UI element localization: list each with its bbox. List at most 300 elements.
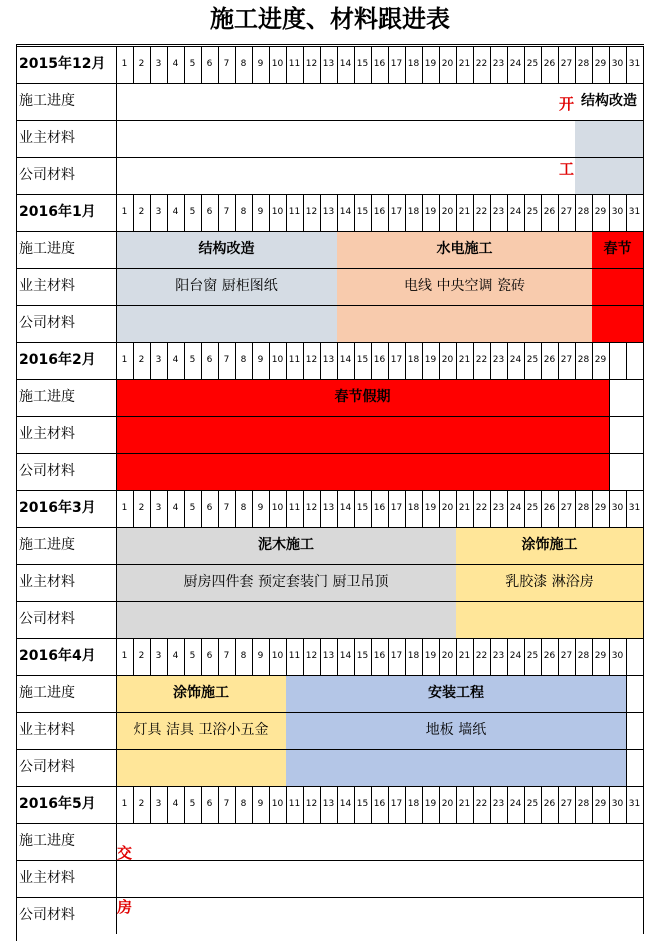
grid-line-v (643, 786, 644, 934)
month-label: 2015年12月 (19, 56, 106, 72)
grid-line-v (473, 638, 474, 675)
grid-line-v (575, 490, 576, 527)
grid-line-v (303, 638, 304, 675)
day-number: 7 (223, 799, 230, 809)
page-title: 施工进度、材料跟进表 (16, 0, 644, 45)
day-number: 27 (560, 503, 573, 513)
day-number: 27 (560, 355, 573, 365)
day-number: 18 (407, 799, 420, 809)
day-number: 19 (424, 799, 437, 809)
grid-line-h (16, 46, 644, 47)
grid-line-v (609, 46, 610, 83)
grid-line-v (422, 490, 423, 527)
bar-title: 结构改造 (198, 241, 255, 257)
grid-line-v (354, 638, 355, 675)
day-number: 12 (305, 799, 318, 809)
grid-line-v (558, 194, 559, 231)
month-label: 2016年3月 (19, 500, 96, 516)
day-number: 16 (373, 59, 386, 69)
day-number: 3 (155, 651, 162, 661)
grid-line-v (439, 194, 440, 231)
day-number: 28 (577, 59, 590, 69)
grid-line-v (490, 638, 491, 675)
day-number: 1 (121, 207, 128, 217)
grid-line-v (490, 490, 491, 527)
day-number: 28 (577, 355, 590, 365)
grid-line-v (592, 46, 593, 83)
grid-line-h (16, 120, 644, 121)
day-number: 8 (240, 503, 247, 513)
grid-line-v (609, 342, 610, 379)
day-number: 11 (288, 355, 301, 365)
schedule-bar (286, 749, 626, 786)
day-number: 1 (121, 355, 128, 365)
grid-line-v (252, 490, 253, 527)
row-label: 业主材料 (19, 574, 75, 590)
row-label: 施工进度 (19, 241, 75, 257)
grid-line-v (473, 490, 474, 527)
grid-line-v (456, 786, 457, 823)
grid-line-v (422, 194, 423, 231)
grid-line-v (235, 342, 236, 379)
day-number: 25 (526, 503, 539, 513)
day-number: 20 (441, 651, 454, 661)
day-number: 7 (223, 355, 230, 365)
day-number: 24 (509, 503, 522, 513)
grid-line-v (473, 786, 474, 823)
day-number: 21 (458, 503, 471, 513)
grid-line-v (133, 46, 134, 83)
day-number: 15 (356, 207, 369, 217)
day-number: 18 (407, 355, 420, 365)
grid-line-v (150, 46, 151, 83)
day-number: 23 (492, 355, 505, 365)
day-number: 18 (407, 59, 420, 69)
grid-line-v (286, 786, 287, 823)
day-number: 2 (138, 799, 145, 809)
grid-line-v (320, 638, 321, 675)
day-number: 3 (155, 355, 162, 365)
grid-line-v (422, 46, 423, 83)
day-number: 8 (240, 355, 247, 365)
day-number: 15 (356, 503, 369, 513)
day-number: 13 (322, 207, 335, 217)
day-number: 12 (305, 503, 318, 513)
grid-line-v (558, 786, 559, 823)
grid-line-h (16, 453, 644, 454)
day-number: 1 (121, 503, 128, 513)
day-number: 14 (339, 503, 352, 513)
grid-line-v (354, 194, 355, 231)
day-number: 25 (526, 651, 539, 661)
grid-line-v (133, 638, 134, 675)
day-number: 29 (594, 207, 607, 217)
day-number: 19 (424, 503, 437, 513)
grid-line-v (303, 46, 304, 83)
grid-line-v (371, 46, 372, 83)
grid-line-v (490, 194, 491, 231)
day-number: 20 (441, 503, 454, 513)
day-number: 29 (594, 59, 607, 69)
day-number: 3 (155, 207, 162, 217)
day-number: 29 (594, 355, 607, 365)
grid-line-v (218, 46, 219, 83)
grid-line-v (133, 786, 134, 823)
grid-line-v (252, 786, 253, 823)
day-number: 14 (339, 207, 352, 217)
row-label: 公司材料 (19, 167, 75, 183)
grid-line-v (626, 342, 627, 379)
bar-title: 结构改造 (581, 93, 637, 109)
grid-line-v (592, 194, 593, 231)
row-label: 业主材料 (19, 426, 75, 442)
day-number: 31 (628, 503, 641, 513)
grid-line-h (16, 342, 644, 343)
grid-line-v (558, 490, 559, 527)
day-number: 30 (611, 59, 624, 69)
day-number: 19 (424, 59, 437, 69)
day-number: 27 (560, 207, 573, 217)
grid-line-v (456, 194, 457, 231)
day-number: 26 (543, 503, 556, 513)
day-number: 27 (560, 651, 573, 661)
grid-line-v (592, 638, 593, 675)
grid-line-v (150, 194, 151, 231)
grid-line-v (371, 786, 372, 823)
day-number: 3 (155, 799, 162, 809)
grid-line-h (16, 490, 644, 491)
grid-line-v (150, 342, 151, 379)
grid-line-v (201, 490, 202, 527)
schedule-bar (575, 157, 643, 194)
day-number: 6 (206, 207, 213, 217)
grid-line-v (371, 638, 372, 675)
grid-line-v (643, 342, 644, 490)
grid-line-v (592, 490, 593, 527)
grid-line-v (201, 194, 202, 231)
grid-line-v (252, 638, 253, 675)
grid-line-v (337, 490, 338, 527)
day-number: 22 (475, 799, 488, 809)
day-number: 28 (577, 503, 590, 513)
grid-line-v (456, 638, 457, 675)
day-number: 19 (424, 651, 437, 661)
grid-line-v (575, 786, 576, 823)
day-number: 9 (257, 207, 264, 217)
grid-line-v (320, 342, 321, 379)
day-number: 1 (121, 799, 128, 809)
day-number: 24 (509, 207, 522, 217)
grid-line-v (218, 638, 219, 675)
day-number: 8 (240, 799, 247, 809)
day-number: 17 (390, 503, 403, 513)
day-number: 2 (138, 355, 145, 365)
day-number: 24 (509, 651, 522, 661)
day-number: 24 (509, 59, 522, 69)
grid-line-v (541, 46, 542, 83)
day-number: 28 (577, 799, 590, 809)
day-number: 13 (322, 503, 335, 513)
day-number: 26 (543, 355, 556, 365)
day-number: 4 (172, 355, 179, 365)
grid-line-v (252, 342, 253, 379)
grid-line-v (405, 194, 406, 231)
day-number: 9 (257, 651, 264, 661)
day-number: 22 (475, 503, 488, 513)
day-number: 15 (356, 651, 369, 661)
row-label: 业主材料 (19, 722, 75, 738)
day-number: 11 (288, 799, 301, 809)
grid-line-v (626, 490, 627, 527)
grid-line-v (167, 638, 168, 675)
day-number: 8 (240, 651, 247, 661)
day-number: 10 (271, 503, 284, 513)
grid-line-v (439, 786, 440, 823)
day-number: 5 (189, 651, 196, 661)
grid-line-v (150, 638, 151, 675)
day-number: 20 (441, 799, 454, 809)
day-number: 10 (271, 207, 284, 217)
day-number: 7 (223, 207, 230, 217)
day-number: 31 (628, 207, 641, 217)
bar-text: 厨房四件套 预定套装门 厨卫吊顶 (183, 574, 389, 590)
grid-line-v (286, 638, 287, 675)
day-number: 29 (594, 651, 607, 661)
day-number: 10 (271, 59, 284, 69)
row-label: 业主材料 (19, 870, 75, 886)
grid-line-h (16, 749, 644, 750)
grid-line-v (371, 342, 372, 379)
grid-line-v (133, 342, 134, 379)
grid-line-v (524, 490, 525, 527)
day-number: 16 (373, 503, 386, 513)
day-number: 9 (257, 355, 264, 365)
grid-line-v (524, 194, 525, 231)
day-number: 13 (322, 355, 335, 365)
day-number: 15 (356, 59, 369, 69)
day-number: 20 (441, 207, 454, 217)
grid-line-v (507, 638, 508, 675)
grid-line-v (456, 490, 457, 527)
grid-line-v (609, 490, 610, 527)
grid-line-v (456, 46, 457, 83)
day-number: 16 (373, 651, 386, 661)
day-number: 22 (475, 355, 488, 365)
bar-title: 安装工程 (428, 685, 484, 701)
day-number: 15 (356, 799, 369, 809)
grid-line-v (626, 675, 627, 786)
grid-line-v (235, 194, 236, 231)
grid-line-h (16, 638, 644, 639)
grid-line-v (116, 786, 117, 823)
grid-line-v (184, 786, 185, 823)
grid-line-v (643, 638, 644, 786)
day-number: 4 (172, 503, 179, 513)
grid-line-v (575, 46, 576, 83)
day-number: 15 (356, 355, 369, 365)
day-number: 29 (594, 503, 607, 513)
grid-line-v (609, 786, 610, 823)
red-marker-char: 房 (117, 897, 133, 916)
grid-line-v (303, 194, 304, 231)
grid-line-v (167, 342, 168, 379)
grid-line-v (286, 46, 287, 83)
grid-line-h (16, 305, 644, 306)
grid-line-v (507, 490, 508, 527)
day-number: 26 (543, 59, 556, 69)
day-number: 24 (509, 355, 522, 365)
day-number: 23 (492, 207, 505, 217)
grid-line-v (388, 638, 389, 675)
month-label: 2016年1月 (19, 204, 96, 220)
day-number: 13 (322, 799, 335, 809)
grid-line-v (167, 490, 168, 527)
grid-line-v (235, 786, 236, 823)
grid-line-v (388, 194, 389, 231)
grid-line-v (439, 342, 440, 379)
day-number: 5 (189, 503, 196, 513)
grid-line-v (371, 490, 372, 527)
grid-line-v (337, 638, 338, 675)
row-label: 施工进度 (19, 685, 75, 701)
day-number: 14 (339, 651, 352, 661)
grid-line-v (269, 638, 270, 675)
grid-line-v (116, 194, 117, 231)
day-number: 4 (172, 799, 179, 809)
schedule-bar (575, 120, 643, 157)
schedule-bar (116, 305, 337, 342)
grid-line-v (201, 342, 202, 379)
grid-line-v (235, 46, 236, 83)
day-number: 2 (138, 207, 145, 217)
grid-line-v (592, 786, 593, 823)
grid-line-v (524, 638, 525, 675)
day-number: 29 (594, 799, 607, 809)
grid-line-v (507, 46, 508, 83)
day-number: 21 (458, 355, 471, 365)
row-label: 施工进度 (19, 833, 75, 849)
bar-title: 春节 (603, 241, 632, 257)
grid-line-v (116, 490, 117, 527)
grid-line-v (167, 46, 168, 83)
grid-line-v (252, 194, 253, 231)
grid-line-v (626, 194, 627, 231)
day-number: 23 (492, 799, 505, 809)
grid-line-v (422, 342, 423, 379)
day-number: 16 (373, 355, 386, 365)
month-label: 2016年4月 (19, 648, 96, 664)
schedule-bar (116, 416, 609, 453)
grid-line-v (201, 786, 202, 823)
bar-text: 电线 中央空调 瓷砖 (404, 278, 525, 294)
day-number: 25 (526, 355, 539, 365)
day-number: 9 (257, 503, 264, 513)
schedule-bar (592, 305, 643, 342)
grid-line-v (320, 194, 321, 231)
grid-line-v (490, 786, 491, 823)
grid-line-v (354, 342, 355, 379)
grid-line-v (354, 786, 355, 823)
grid-line-v (609, 379, 610, 490)
grid-line-v (626, 46, 627, 83)
day-number: 20 (441, 59, 454, 69)
day-number: 22 (475, 651, 488, 661)
grid-line-v (388, 786, 389, 823)
grid-line-v (218, 490, 219, 527)
day-number: 21 (458, 651, 471, 661)
grid-line-v (354, 46, 355, 83)
grid-line-v (439, 490, 440, 527)
grid-line-v (575, 638, 576, 675)
schedule-bar (116, 601, 456, 638)
day-number: 5 (189, 799, 196, 809)
bar-text: 地板 墙纸 (425, 722, 487, 738)
grid-line-v (541, 342, 542, 379)
day-number: 10 (271, 799, 284, 809)
day-number: 11 (288, 651, 301, 661)
row-label: 施工进度 (19, 537, 75, 553)
grid-line-v (184, 46, 185, 83)
day-number: 12 (305, 59, 318, 69)
day-number: 4 (172, 59, 179, 69)
grid-line-v (524, 46, 525, 83)
day-number: 24 (509, 799, 522, 809)
grid-line-v (388, 490, 389, 527)
row-label: 业主材料 (19, 130, 75, 146)
day-number: 6 (206, 651, 213, 661)
grid-line-v (473, 194, 474, 231)
grid-line-v (626, 638, 627, 675)
day-number: 28 (577, 207, 590, 217)
bar-text: 阳台窗 厨柜图纸 (175, 278, 278, 294)
day-number: 23 (492, 651, 505, 661)
day-number: 22 (475, 59, 488, 69)
grid-line-v (439, 638, 440, 675)
row-label: 公司材料 (19, 611, 75, 627)
day-number: 2 (138, 503, 145, 513)
day-number: 9 (257, 799, 264, 809)
day-number: 2 (138, 59, 145, 69)
grid-line-v (507, 786, 508, 823)
day-number: 13 (322, 59, 335, 69)
grid-line-v (133, 490, 134, 527)
grid-line-v (269, 194, 270, 231)
red-marker-char: 交 (117, 844, 133, 863)
day-number: 17 (390, 651, 403, 661)
day-number: 3 (155, 59, 162, 69)
grid-line-v (320, 786, 321, 823)
grid-line-h (16, 157, 644, 158)
grid-line-v (303, 786, 304, 823)
grid-line-v (524, 342, 525, 379)
grid-line-v (167, 194, 168, 231)
day-number: 6 (206, 355, 213, 365)
grid-line-v (405, 490, 406, 527)
grid-line-h (16, 601, 644, 602)
schedule-bar (456, 601, 643, 638)
grid-line-v (575, 194, 576, 231)
grid-line-v (575, 342, 576, 379)
grid-line-v (490, 342, 491, 379)
grid-line-v (524, 786, 525, 823)
grid-line-v (456, 342, 457, 379)
day-number: 1 (121, 59, 128, 69)
day-number: 25 (526, 59, 539, 69)
grid-line-v (184, 490, 185, 527)
day-number: 30 (611, 207, 624, 217)
grid-line-v (541, 786, 542, 823)
grid-line-v (150, 490, 151, 527)
